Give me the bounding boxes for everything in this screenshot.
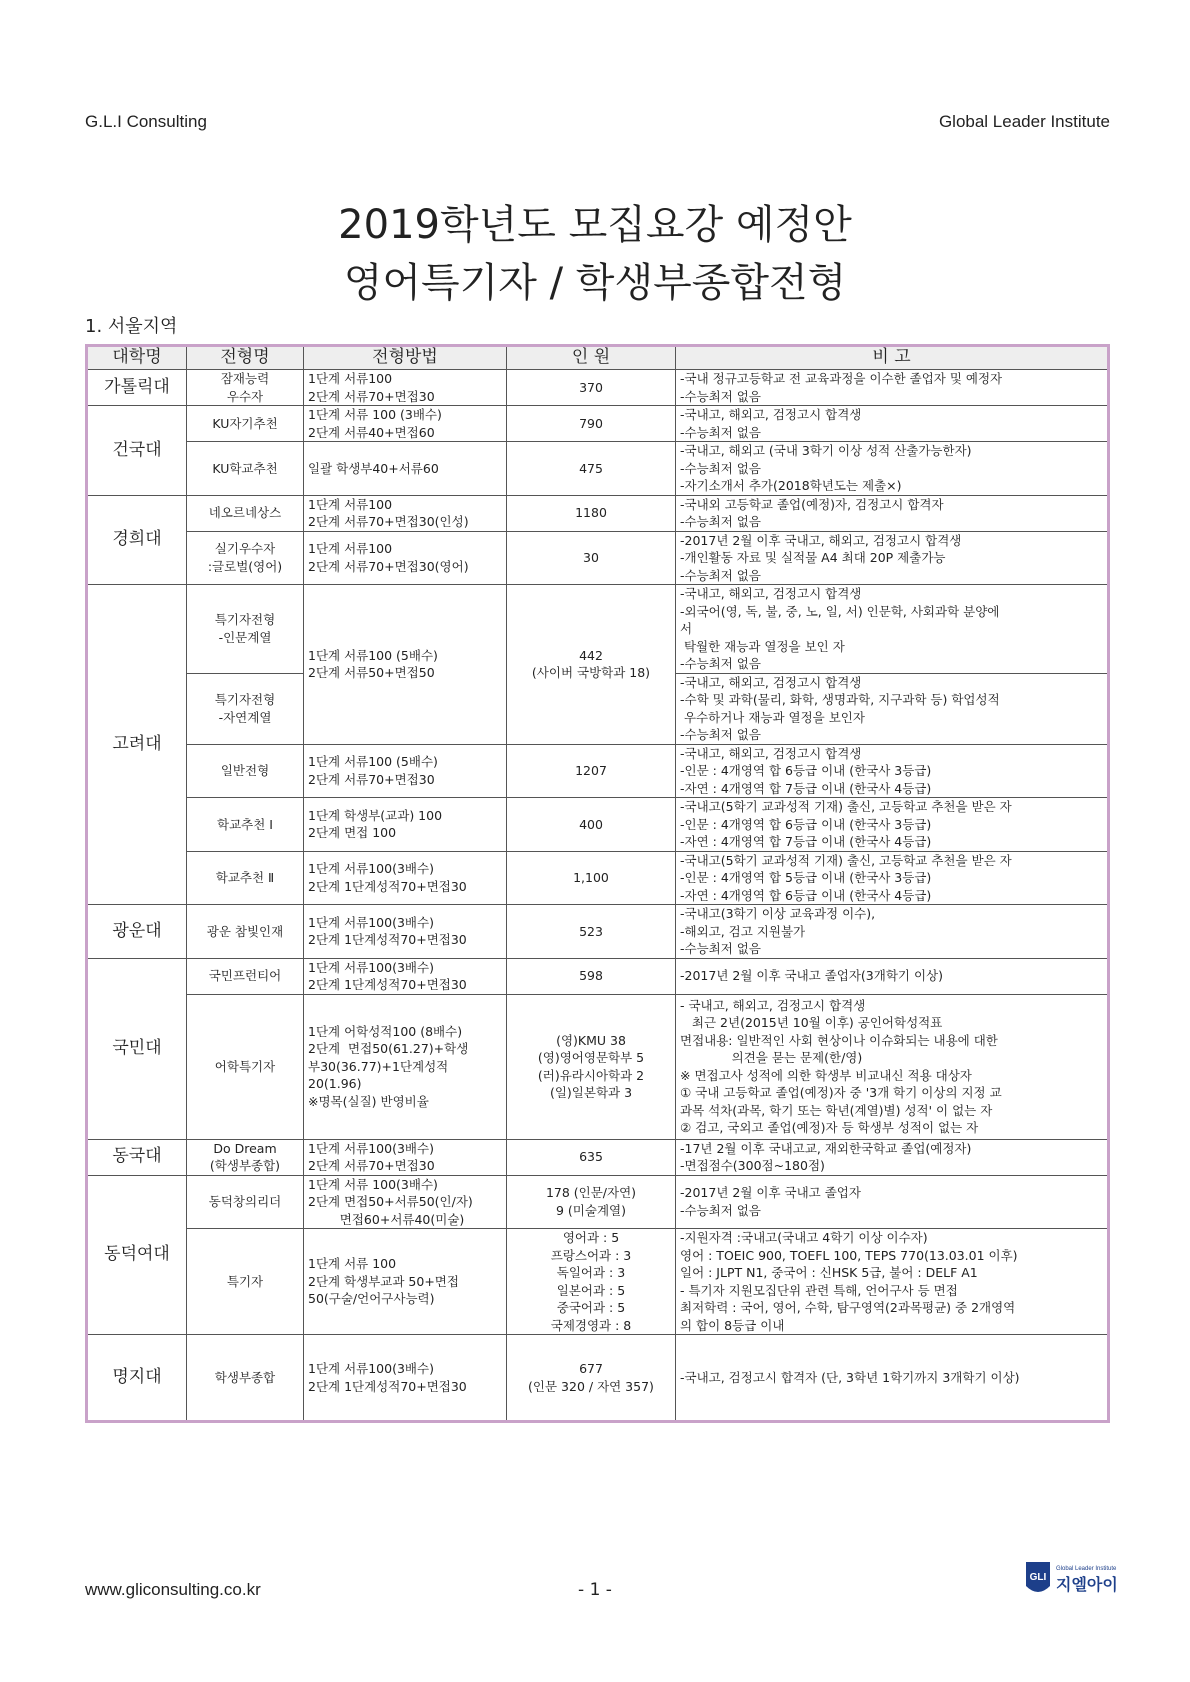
quota-cell — [507, 531, 676, 585]
quota-cell — [507, 905, 676, 959]
notes-cell-line: 면접내용: 일반적인 사회 현상이나 이슈화되는 내용에 대한 — [680, 1032, 998, 1048]
method-cell-line: 1단계 서류100 — [308, 541, 393, 557]
notes-cell-line: 최근 2년(2015년 10월 이후) 공인어학성적표 — [680, 1015, 943, 1030]
notes-cell — [676, 1335, 1109, 1422]
track-name-line: 학생부종합 — [214, 1369, 276, 1385]
page-number: - 1 - — [578, 1580, 612, 1600]
method-cell-line: 2단계 1단계성적70+면접30 — [308, 977, 467, 992]
admissions-table — [85, 344, 1110, 1423]
table-row — [87, 1175, 1109, 1229]
track-name-line: Do Dream — [213, 1140, 277, 1156]
quota-cell-line: 국제경영과 : 8 — [550, 1317, 632, 1333]
logo-text: 지엘아이 — [1056, 1575, 1118, 1594]
quota-cell — [507, 744, 676, 798]
track-name-line: 특기자전형 — [214, 612, 276, 628]
header-quota: 인 원 — [507, 346, 676, 370]
notes-cell-line: 일어 : JLPT N1, 중국어 : 신HSK 5급, 불어 : DELF A1 — [680, 1265, 978, 1280]
logo-badge-text: GLI — [1029, 1572, 1047, 1583]
notes-cell-line: 우수하거나 재능과 열정을 보인자 — [680, 709, 865, 725]
table-row — [87, 406, 1109, 442]
method-cell-line: 2단계 서류50+면접50 — [308, 665, 435, 681]
notes-cell-line: -국내고(5학기 교과성적 기재) 출신, 고등학교 추천을 받은 자 — [680, 799, 1012, 814]
table-row — [87, 1335, 1109, 1422]
quota-cell-line: 30 — [583, 550, 599, 565]
method-cell-line: 1단계 서류100 — [308, 496, 393, 512]
notes-cell — [676, 958, 1109, 994]
method-cell-line: 50(구술/언어구사능력) — [308, 1291, 435, 1307]
header-track: 전형명 — [187, 346, 304, 370]
track-name-line: -인문계열 — [218, 629, 272, 645]
method-cell-line: 1단계 서류100(3배수) — [308, 914, 434, 930]
quota-cell-line: 677 — [579, 1361, 603, 1376]
notes-cell-line: -국내고, 해외고, 검정고시 합격생 — [680, 407, 862, 422]
quota-cell-line: 독일어과 : 3 — [556, 1265, 626, 1280]
track-name — [187, 673, 304, 744]
notes-cell-line: -국내 정규고등학교 전 교육과정을 이수한 졸업자 및 예정자 — [680, 371, 1003, 386]
method-cell — [304, 406, 507, 442]
quota-cell-line: 프랑스어과 : 3 — [550, 1247, 632, 1263]
table-row — [87, 798, 1109, 852]
notes-cell-line: 과목 석차(과목, 학기 또는 학년(계열)별) 성적' 이 없는 자 — [680, 1102, 993, 1118]
track-name — [187, 495, 304, 531]
method-cell-line: 2단계 면접 100 — [308, 825, 397, 841]
university-name: 명지대 — [87, 1335, 187, 1422]
track-name-line: 특기자 — [226, 1273, 264, 1289]
notes-cell-line: -국내고, 해외고, 검정고시 합격생 — [680, 586, 862, 601]
method-cell-line: 1단계 서류100(3배수) — [308, 861, 434, 877]
method-cell — [304, 958, 507, 994]
quota-cell-line: 370 — [579, 379, 603, 395]
quota-cell — [507, 406, 676, 442]
notes-cell — [676, 1229, 1109, 1335]
notes-cell — [676, 673, 1109, 744]
notes-cell-line: -국내고, 해외고 (국내 3학기 이상 성적 산출가능한자) — [680, 443, 972, 458]
notes-cell-line: -국내고, 해외고, 검정고시 합격생 — [680, 745, 862, 761]
table-row — [87, 851, 1109, 905]
quota-cell-line: (영)KMU 38 — [556, 1032, 626, 1048]
notes-cell-line: -개인활동 자료 및 실적물 A4 최대 20P 제출가능 — [680, 550, 946, 565]
document-title — [0, 196, 1190, 312]
notes-cell — [676, 744, 1109, 798]
method-cell-line: 1단계 서류 100(3배수) — [308, 1176, 438, 1192]
notes-cell-line: -수능최저 없음 — [680, 656, 761, 671]
quota-cell-line: 1,100 — [573, 870, 609, 885]
quota-cell-line: 475 — [579, 460, 603, 476]
table-row — [87, 442, 1109, 496]
track-name — [187, 851, 304, 905]
track-name-line: 실기우수자 — [214, 541, 276, 557]
notes-cell-line: -2017년 2월 이후 국내고, 해외고, 검정고시 합격생 — [680, 532, 962, 548]
method-cell-line: 2단계 학생부교과 50+면접 — [308, 1273, 459, 1289]
method-cell-line: 1단계 서류 100 (3배수) — [308, 407, 442, 422]
notes-cell-line: -수능최저 없음 — [680, 424, 761, 440]
notes-cell-line: -지원자격 :국내고(국내고 4학기 이상 이수자) — [680, 1230, 928, 1245]
notes-cell — [676, 1175, 1109, 1229]
quota-cell-line: 442 — [579, 647, 603, 663]
quota-cell-line: 중국어과 : 5 — [556, 1300, 626, 1315]
track-name — [187, 1335, 304, 1422]
track-name — [187, 370, 304, 406]
track-name-line: 국민프런티어 — [208, 968, 282, 984]
quota-cell — [507, 442, 676, 496]
notes-cell-line: 의 합이 8등급 이내 — [680, 1317, 785, 1333]
method-cell-line: 면접60+서류40(미술) — [308, 1211, 465, 1227]
table-row — [87, 1139, 1109, 1175]
notes-cell-line: -2017년 2월 이후 국내고 졸업자(3개학기 이상) — [680, 968, 943, 984]
quota-cell-line: (사이버 국방학과 18) — [531, 665, 651, 681]
method-cell-line: 1단계 서류100(3배수) — [308, 959, 434, 975]
track-name-line: KU학교추천 — [212, 460, 278, 476]
method-cell — [304, 1139, 507, 1175]
quota-cell-line: 400 — [579, 816, 603, 832]
track-name — [187, 1175, 304, 1229]
track-name — [187, 442, 304, 496]
notes-cell-line: - 국내고, 해외고, 검정고시 합격생 — [680, 997, 866, 1013]
track-name-line: 광운 참빛인재 — [206, 923, 284, 939]
track-name-line: 학교추천 Ⅱ — [215, 870, 275, 885]
method-cell-line: 1단계 서류100 — [308, 371, 393, 386]
notes-cell-line: -외국어(영, 독, 불, 중, 노, 일, 서) 인문학, 사회과학 분양에 — [680, 603, 1000, 619]
notes-cell-line: -국내고(3학기 이상 교육과정 이수), — [680, 906, 876, 921]
method-cell-line: 부30(36.77)+1단계성적 — [308, 1058, 449, 1074]
method-cell-line: 1단계 서류 100 — [308, 1256, 397, 1272]
track-name — [187, 905, 304, 959]
track-name — [187, 798, 304, 852]
table-row — [87, 994, 1109, 1139]
quota-cell-line: 523 — [579, 923, 603, 939]
notes-cell-line: -수학 및 과학(물리, 화학, 생명과학, 지구과학 등) 학업성적 — [680, 692, 1000, 707]
notes-cell-line: ② 검고, 국외고 졸업(예정)자 등 학생부 성적이 없는 자 — [680, 1120, 979, 1135]
notes-cell-line: -국내외 고등학교 졸업(예정)자, 검정고시 합격자 — [680, 496, 944, 512]
table-body — [87, 370, 1109, 1422]
method-cell — [304, 1175, 507, 1229]
quota-cell — [507, 585, 676, 745]
table-row — [87, 905, 1109, 959]
method-cell-line: 2단계 서류70+면접30(인성) — [308, 514, 469, 529]
method-cell-line: 2단계 서류70+면접30 — [308, 1158, 435, 1173]
notes-cell-line: -자연 : 4개영역 합 6등급 이내 (한국사 4등급) — [680, 887, 932, 903]
university-name: 가톨릭대 — [87, 370, 187, 406]
method-cell-line: 2단계 서류70+면접30(영어) — [308, 558, 469, 574]
track-name-line: KU자기추천 — [212, 415, 278, 431]
notes-cell-line: 서 — [680, 621, 693, 636]
quota-cell — [507, 1335, 676, 1422]
table-row — [87, 958, 1109, 994]
table-row — [87, 531, 1109, 585]
notes-cell-line: ※ 면접고사 성적에 의한 학생부 비교내신 적용 대상자 — [680, 1067, 972, 1083]
university-name: 광운대 — [87, 905, 187, 959]
method-cell-line: 1단계 서류100 (5배수) — [308, 647, 438, 663]
method-cell-line: 2단계 면접50(61.27)+학생 — [308, 1041, 469, 1057]
notes-cell-line: -해외고, 검고 지원불가 — [680, 923, 806, 939]
track-name — [187, 958, 304, 994]
header-method: 전형방법 — [304, 346, 507, 370]
track-name-line: 동덕창의리더 — [208, 1194, 282, 1209]
method-cell — [304, 798, 507, 852]
notes-cell-line: -수능최저 없음 — [680, 1202, 761, 1218]
notes-cell — [676, 994, 1109, 1139]
header-right: Global Leader Institute — [938, 112, 1110, 131]
notes-cell-line: 의견을 묻는 문제(한/영) — [680, 1050, 863, 1065]
title-line-1: 2019학년도 모집요강 예정안 — [338, 202, 852, 248]
track-name-line: 특기자전형 — [214, 692, 276, 707]
method-cell-line: 2단계 면접50+서류50(인/자) — [308, 1194, 473, 1209]
quota-cell-line: 598 — [579, 968, 603, 984]
notes-cell-line: -자연 : 4개영역 합 7등급 이내 (한국사 4등급) — [680, 834, 932, 849]
university-name: 동국대 — [87, 1139, 187, 1175]
track-name-line: 어학특기자 — [214, 1058, 276, 1074]
section-heading: 1. 서울지역 — [85, 316, 178, 337]
method-cell-line: 20(1.96) — [308, 1076, 362, 1092]
quota-cell-line: (일)일본학과 3 — [549, 1085, 633, 1100]
table-header-row — [87, 346, 1109, 370]
method-cell — [304, 442, 507, 496]
quota-cell — [507, 798, 676, 852]
quota-cell — [507, 1175, 676, 1229]
method-cell — [304, 994, 507, 1139]
notes-cell-line: -자기소개서 추가(2018학년도는 제출×) — [680, 478, 902, 493]
method-cell — [304, 1335, 507, 1422]
method-cell-line: ※명목(실질) 반영비율 — [308, 1093, 429, 1109]
quota-cell — [507, 370, 676, 406]
method-cell-line: 2단계 1단계성적70+면접30 — [308, 932, 467, 948]
method-cell-line: 2단계 서류70+면접30 — [308, 388, 435, 404]
notes-cell-line: -수능최저 없음 — [680, 727, 761, 742]
method-cell — [304, 905, 507, 959]
track-name-line: 우수자 — [226, 388, 264, 404]
university-name: 국민대 — [87, 958, 187, 1139]
notes-cell-line: -국내고(5학기 교과성적 기재) 출신, 고등학교 추천을 받은 자 — [680, 852, 1012, 868]
method-cell-line: 1단계 서류100(3배수) — [308, 1140, 434, 1156]
notes-cell-line: -면접점수(300점~180점) — [680, 1158, 825, 1173]
method-cell-line: 2단계 1단계성적70+면접30 — [308, 878, 467, 894]
header-notes: 비 고 — [676, 346, 1109, 370]
notes-cell — [676, 1139, 1109, 1175]
table-row — [87, 744, 1109, 798]
method-cell — [304, 585, 507, 745]
track-name — [187, 1139, 304, 1175]
table-row — [87, 495, 1109, 531]
table-row — [87, 1229, 1109, 1335]
notes-cell-line: -수능최저 없음 — [680, 514, 761, 529]
method-cell-line: 1단계 어학성적100 (8배수) — [308, 1023, 463, 1039]
quota-cell-line: 1180 — [575, 505, 607, 521]
notes-cell-line: -인문 : 4개영역 합 5등급 이내 (한국사 3등급) — [680, 870, 932, 885]
method-cell-line: 2단계 서류70+면접30 — [308, 771, 435, 787]
notes-cell — [676, 406, 1109, 442]
track-name-line: 일반전형 — [220, 763, 270, 778]
header-left: G.L.I Consulting — [85, 112, 207, 131]
notes-cell-line: -2017년 2월 이후 국내고 졸업자 — [680, 1185, 861, 1201]
notes-cell — [676, 798, 1109, 852]
quota-cell — [507, 994, 676, 1139]
header-university: 대학명 — [87, 346, 187, 370]
method-cell-line: 1단계 서류100(3배수) — [308, 1361, 434, 1376]
quota-cell — [507, 958, 676, 994]
method-cell — [304, 744, 507, 798]
quota-cell — [507, 1229, 676, 1335]
gli-logo — [1020, 1556, 1120, 1606]
notes-cell — [676, 495, 1109, 531]
method-cell-line: 일괄 학생부40+서류60 — [308, 460, 439, 476]
track-name-line: 잠재능력 — [220, 371, 270, 386]
notes-cell-line: -수능최저 없음 — [680, 941, 761, 956]
notes-cell-line: 최저학력 : 국어, 영어, 수학, 탐구영역(2과목평균) 중 2개영역 — [680, 1300, 1016, 1315]
quota-cell-line: 영어과 : 5 — [562, 1230, 620, 1245]
track-name — [187, 744, 304, 798]
notes-cell-line: -자연 : 4개영역 합 7등급 이내 (한국사 4등급) — [680, 780, 932, 796]
footer-url: www.gliconsulting.co.kr — [85, 1580, 261, 1599]
notes-cell-line: -인문 : 4개영역 합 6등급 이내 (한국사 3등급) — [680, 763, 932, 778]
method-cell-line: 1단계 서류100 (5배수) — [308, 754, 438, 770]
track-name-line: 네오르네상스 — [208, 505, 282, 521]
notes-cell-line: - 특기자 지원모집단위 관련 특해, 언어구사 등 면접 — [680, 1282, 958, 1298]
quota-cell-line: (러)유라시아학과 2 — [537, 1067, 645, 1083]
notes-cell-line: -수능최저 없음 — [680, 388, 761, 404]
university-name: 건국대 — [87, 406, 187, 496]
notes-cell-line: 영어 : TOEIC 900, TOEFL 100, TEPS 770(13.03.01 이후) — [680, 1247, 1018, 1263]
method-cell — [304, 851, 507, 905]
university-name: 고려대 — [87, 585, 187, 905]
track-name — [187, 1229, 304, 1335]
quota-cell-line: 일본어과 : 5 — [556, 1282, 626, 1298]
logo-subtitle: Global Leader Institute — [1056, 1566, 1117, 1572]
quota-cell-line: 178 (인문/자연) — [545, 1185, 637, 1201]
notes-cell-line: ① 국내 고등학교 졸업(예정)자 중 '3개 학기 이상의 지정 교 — [680, 1085, 1002, 1100]
quota-cell — [507, 851, 676, 905]
method-cell — [304, 531, 507, 585]
track-name — [187, 585, 304, 674]
method-cell-line: 2단계 서류40+면접60 — [308, 424, 435, 440]
notes-cell-line: -국내고, 검정고시 합격자 (단, 3학년 1학기까지 3개학기 이상) — [680, 1369, 1020, 1385]
quota-cell-line: 635 — [579, 1149, 603, 1165]
quota-cell-line: 9 (미술계열) — [556, 1202, 626, 1218]
notes-cell-line: -국내고, 해외고, 검정고시 합격생 — [680, 674, 862, 690]
title-line-2: 영어특기자 / 학생부종합전형 — [343, 260, 847, 306]
notes-cell-line: -인문 : 4개영역 합 6등급 이내 (한국사 3등급) — [680, 816, 932, 832]
notes-cell-line: -수능최저 없음 — [680, 567, 761, 583]
quota-cell-line: 790 — [579, 415, 603, 431]
notes-cell — [676, 585, 1109, 674]
notes-cell-line: -수능최저 없음 — [680, 460, 761, 476]
notes-cell-line: -17년 2월 이후 국내고교, 재외한국학교 졸업(예정자) — [680, 1140, 972, 1156]
method-cell — [304, 1229, 507, 1335]
notes-cell — [676, 905, 1109, 959]
university-name: 경희대 — [87, 495, 187, 585]
track-name-line: :글로벌(영어) — [207, 558, 283, 574]
track-name — [187, 531, 304, 585]
track-name-line: 학교추천 Ⅰ — [217, 816, 273, 832]
method-cell — [304, 495, 507, 531]
notes-cell — [676, 851, 1109, 905]
track-name-line: -자연계열 — [218, 709, 272, 725]
track-name — [187, 994, 304, 1139]
notes-cell — [676, 442, 1109, 496]
notes-cell — [676, 370, 1109, 406]
quota-cell — [507, 1139, 676, 1175]
notes-cell — [676, 531, 1109, 585]
table-row — [87, 370, 1109, 406]
university-name: 동덕여대 — [87, 1175, 187, 1335]
table-row — [87, 585, 1109, 674]
method-cell-line: 2단계 1단계성적70+면접30 — [308, 1378, 467, 1394]
quota-cell-line: (인문 320 / 자연 357) — [528, 1378, 654, 1394]
notes-cell-line: 탁월한 재능과 열정을 보인 자 — [680, 638, 845, 654]
track-name-line: (학생부종합) — [209, 1158, 281, 1173]
method-cell — [304, 370, 507, 406]
track-name — [187, 406, 304, 442]
quota-cell-line: 1207 — [575, 763, 607, 778]
quota-cell — [507, 495, 676, 531]
quota-cell-line: (영)영어영문학부 5 — [537, 1050, 645, 1065]
method-cell-line: 1단계 학생부(교과) 100 — [308, 807, 443, 823]
